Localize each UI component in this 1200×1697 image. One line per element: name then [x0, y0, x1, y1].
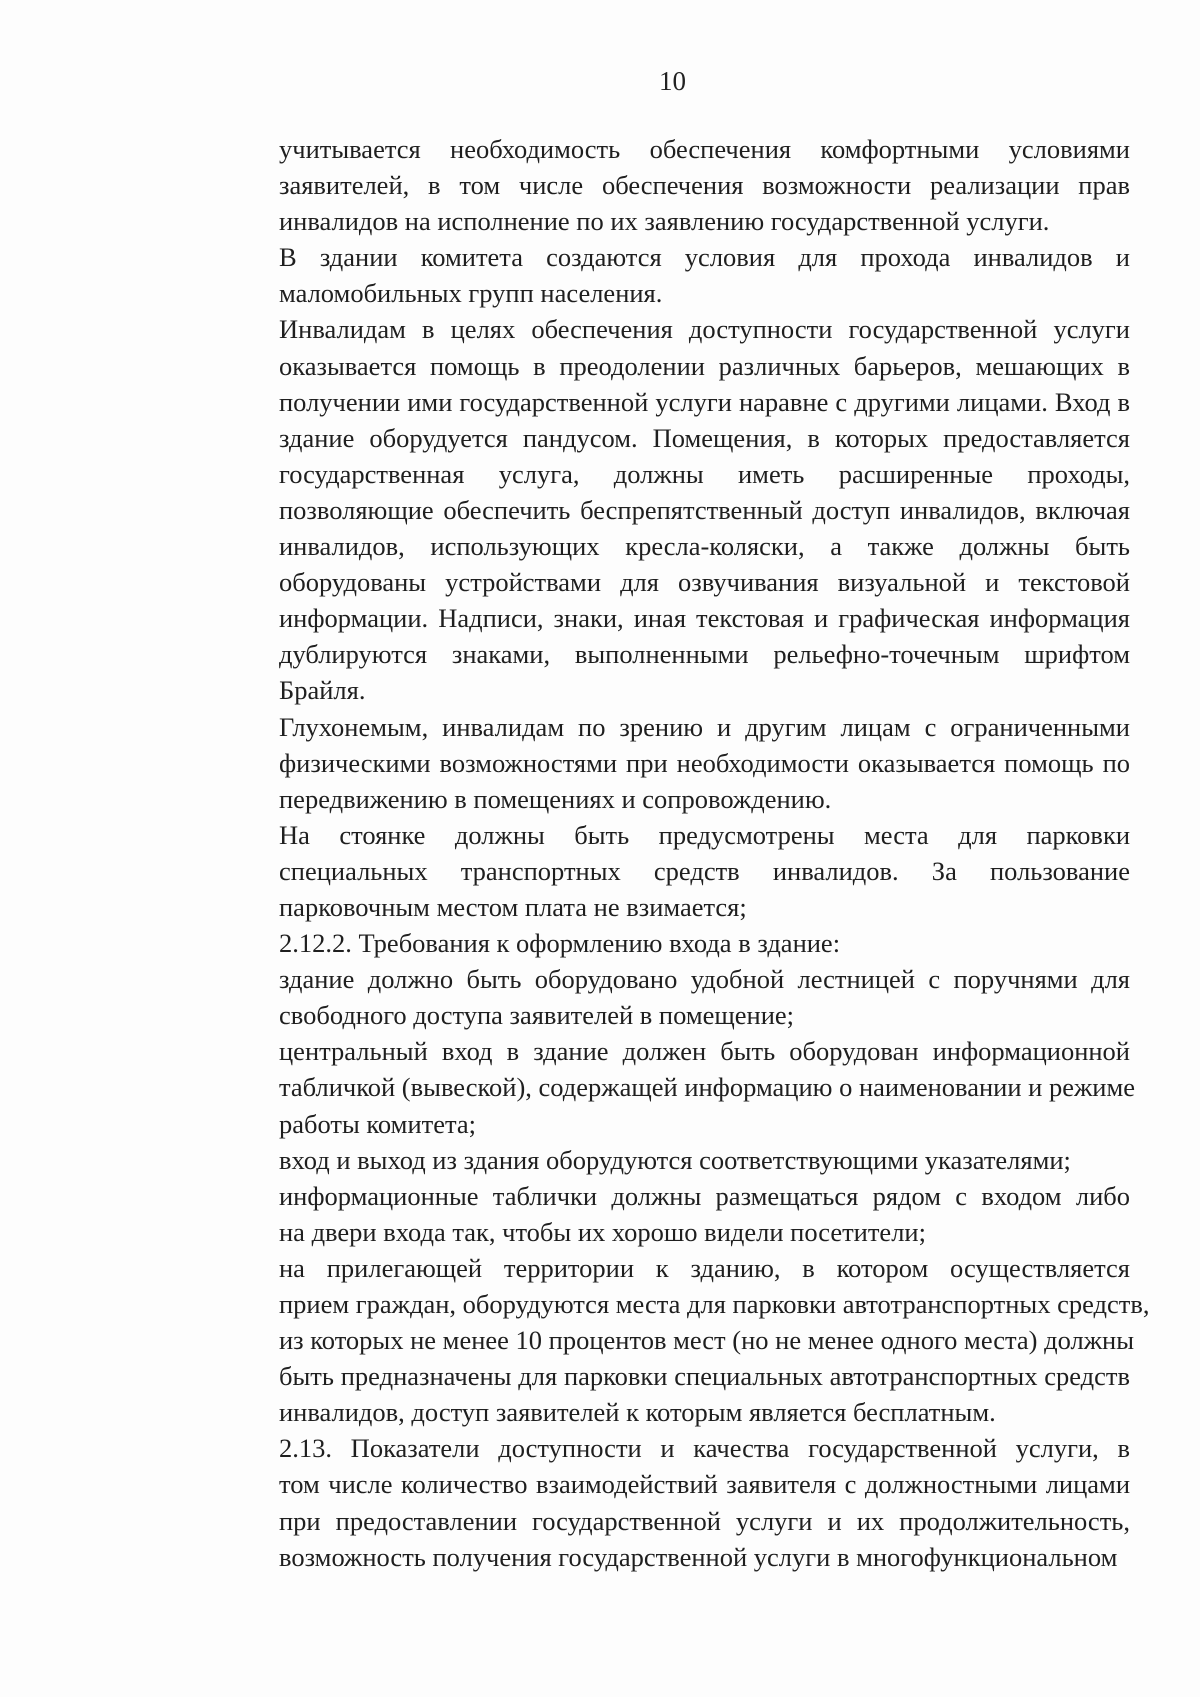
text-line: получении ими государственной услуги наравне с другими лицами. Вход в: [279, 386, 1130, 417]
text-line: инвалидов, доступ заявителей к которым является бесплатным.: [279, 1397, 996, 1428]
text-line: информационные таблички должны размещаться рядом с входом либо: [279, 1180, 1130, 1211]
paragraph: [206, 817, 1130, 925]
paragraph: [206, 1430, 1130, 1574]
paragraph: [206, 1178, 1130, 1250]
paragraph: [206, 709, 1130, 817]
text-line: вход и выход из здания оборудуются соответствующими указателями;: [279, 1144, 1071, 1175]
paragraph: [206, 1250, 1150, 1430]
text-line: на двери входа так, чтобы их хорошо видели посетители;: [279, 1216, 926, 1247]
text-line: быть предназначены для парковки специальных автотранспортных средств: [279, 1361, 1130, 1392]
text-line: заявителей, в том числе обеспечения возможности реализации прав: [279, 170, 1130, 201]
paragraph: [206, 311, 1130, 708]
text-line: 2.13. Показатели доступности и качества государственной услуги, в: [279, 1433, 1130, 1464]
text-line: Брайля.: [279, 675, 366, 706]
text-line: работы комитета;: [279, 1108, 477, 1139]
text-line: физическими возможностями при необходимости оказывается помощь по: [279, 747, 1130, 778]
text-line: Глухонемым, инвалидам по зрению и другим лицам с ограниченными: [279, 711, 1130, 742]
text-line: инвалидов, использующих кресла-коляски, а также должны быть: [279, 531, 1130, 562]
paragraph: [206, 1142, 1130, 1178]
paragraph: [206, 1033, 1135, 1141]
text-line: государственная услуга, должны иметь расширенные проходы,: [279, 458, 1130, 489]
text-line: инвалидов на исполнение по их заявлению государственной услуги.: [279, 206, 1050, 237]
text-line: прием граждан, оборудуются места для парковки автотранспортных средств,: [279, 1289, 1150, 1319]
document-body: [206, 131, 1150, 1575]
paragraph: [206, 925, 1130, 961]
text-line: свободного доступа заявителей в помещение;: [279, 1000, 795, 1031]
text-line: учитывается необходимость обеспечения комфортными условиями: [279, 134, 1130, 164]
text-line: возможность получения государственной услуги в многофункциональном: [279, 1541, 1118, 1572]
text-line: 2.12.2. Требования к оформлению входа в здание:: [279, 928, 841, 959]
text-line: табличкой (вывеской), содержащей информацию о наименовании и режиме: [279, 1072, 1135, 1103]
text-line: маломобильных групп населения.: [279, 278, 663, 309]
paragraph: [206, 131, 1130, 239]
text-line: оборудованы устройствами для озвучивания визуальной и текстовой: [279, 567, 1130, 598]
text-line: В здании комитета создаются условия для прохода инвалидов и: [279, 242, 1130, 273]
text-line: специальных транспортных средств инвалидов. За пользование: [279, 855, 1130, 886]
paragraph: [206, 961, 1130, 1033]
text-line: из которых не менее 10 процентов мест (но не менее одного места) должны: [279, 1325, 1135, 1356]
text-line: здание должно быть оборудовано удобной лестницей с поручнями для: [279, 964, 1130, 995]
paragraph: [206, 239, 1130, 311]
text-line: на прилегающей территории к зданию, в котором осуществляется: [279, 1252, 1130, 1283]
text-line: том числе количество взаимодействий заявителя с должностными лицами: [279, 1469, 1130, 1500]
text-line: при предоставлении государственной услуги и их продолжительность,: [279, 1505, 1130, 1536]
text-line: дублируются знаками, выполненными рельефно-точечным шрифтом: [279, 639, 1130, 670]
text-line: информации. Надписи, знаки, иная текстовая и графическая информация: [279, 603, 1130, 634]
text-line: позволяющие обеспечить беспрепятственный доступ инвалидов, включая: [279, 494, 1130, 525]
text-line: центральный вход в здание должен быть оборудован информационной: [279, 1036, 1130, 1067]
page-number: 10: [659, 66, 686, 96]
text-line: Инвалидам в целях обеспечения доступности государственной услуги: [279, 314, 1130, 345]
text-line: передвижению в помещениях и сопровождению.: [279, 783, 832, 814]
text-line: здание оборудуется пандусом. Помещения, в которых предоставляется: [279, 422, 1130, 453]
text-line: оказывается помощь в преодолении различных барьеров, мешающих в: [279, 350, 1130, 381]
text-line: На стоянке должны быть предусмотрены места для парковки: [279, 819, 1130, 850]
text-line: парковочным местом плата не взимается;: [279, 891, 747, 922]
